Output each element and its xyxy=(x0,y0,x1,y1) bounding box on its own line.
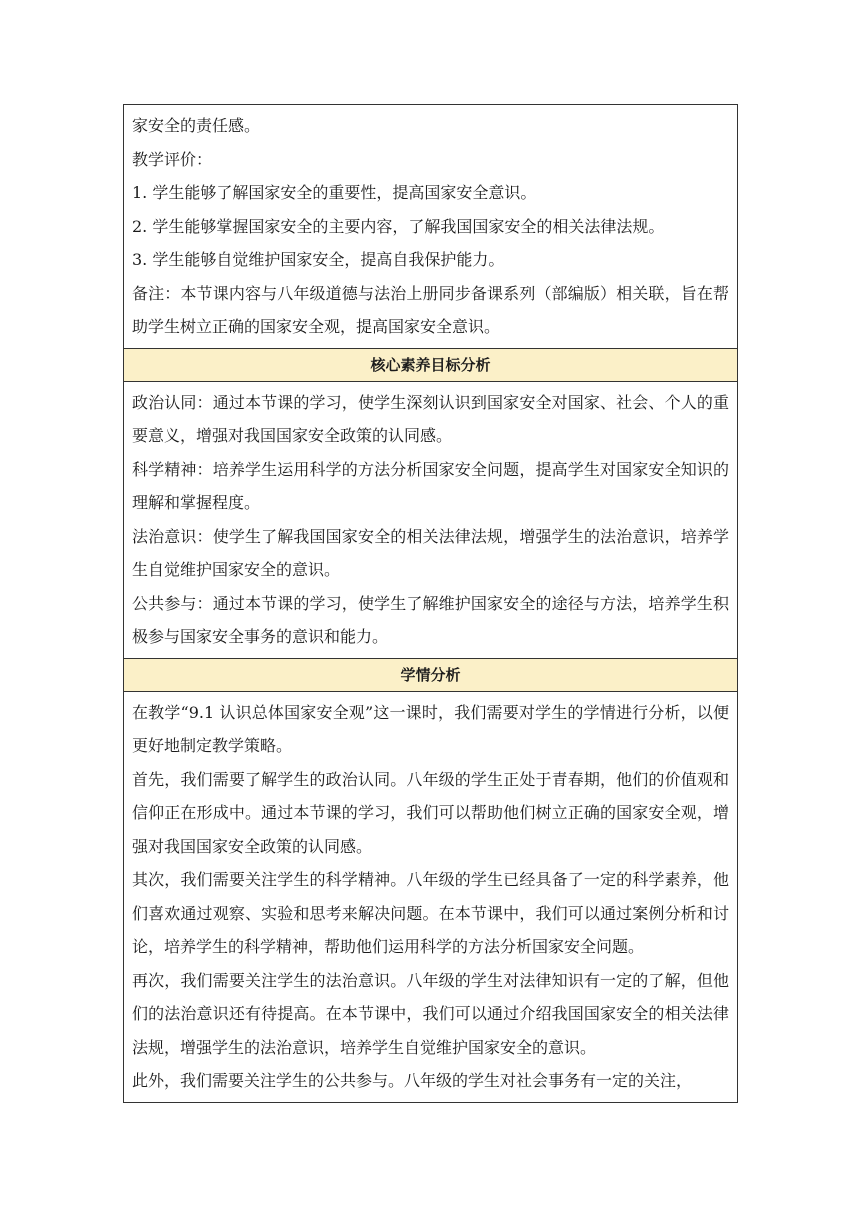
paragraph: 2. 学生能够掌握国家安全的主要内容，了解我国国家安全的相关法律法规。 xyxy=(132,216,665,236)
paragraph: 教学评价： xyxy=(132,149,213,169)
section-header-student-analysis: 学情分析 xyxy=(124,658,737,691)
paragraph: 其次，我们需要关注学生的科学精神。八年级的学生已经具备了一定的科学素养，他们喜欢通过观察、实验和思考来解决问题。在本节课中，我们可以通过案例分析和讨论，培养学生的科学精神，帮助他们运用科学的方法分析国家安全问题。 xyxy=(132,870,729,956)
paragraph: 公共参与：通过本节课的学习，使学生了解维护国家安全的途径与方法，培养学生积极参与国家安全事务的意识和能力。 xyxy=(132,593,729,646)
lesson-plan-table xyxy=(123,104,738,1103)
core-literacy-section xyxy=(124,381,737,658)
paragraph: 再次，我们需要关注学生的法治意识。八年级的学生对法律知识有一定的了解，但他们的法治意识还有待提高。在本节课中，我们可以通过介绍我国国家安全的相关法律法规，增强学生的法治意识，培养学生自觉维护国家安全的意识。 xyxy=(132,970,729,1057)
paragraph: 3. 学生能够自觉维护国家安全，提高自我保护能力。 xyxy=(132,250,505,269)
paragraph: 科学精神：培养学生运用科学的方法分析国家安全问题，提高学生对国家安全知识的理解和掌握程度。 xyxy=(132,459,729,512)
paragraph: 备注：本节课内容与八年级道德与法治上册同步备课系列（部编版）相关联，旨在帮助学生树立正确的国家安全观，提高国家安全意识。 xyxy=(132,283,729,336)
paragraph: 政治认同：通过本节课的学习，使学生深刻认识到国家安全对国家、社会、个人的重要意义，增强对我国国家安全政策的认同感。 xyxy=(132,392,729,445)
evaluation-section xyxy=(124,105,737,348)
paragraph: 首先，我们需要了解学生的政治认同。八年级的学生正处于青春期，他们的价值观和信仰正在形成中。通过本节课的学习，我们可以帮助他们树立正确的国家安全观，增强对我国国家安全政策的认同感。 xyxy=(132,769,729,856)
paragraph: 法治意识：使学生了解我国国家安全的相关法律法规，增强学生的法治意识，培养学生自觉维护国家安全的意识。 xyxy=(132,526,729,579)
section-header-core-literacy: 核心素养目标分析 xyxy=(124,348,737,381)
paragraph: 此外，我们需要关注学生的公共参与。八年级的学生对社会事务有一定的关注， xyxy=(132,1071,693,1090)
paragraph: 1. 学生能够了解国家安全的重要性，提高国家安全意识。 xyxy=(132,183,537,202)
paragraph: 家安全的责任感。 xyxy=(132,116,261,135)
student-analysis-section xyxy=(124,691,737,1102)
paragraph: 在教学“9.1 认识总体国家安全观”这一课时，我们需要对学生的学情进行分析，以便更好地制定教学策略。 xyxy=(132,702,729,755)
